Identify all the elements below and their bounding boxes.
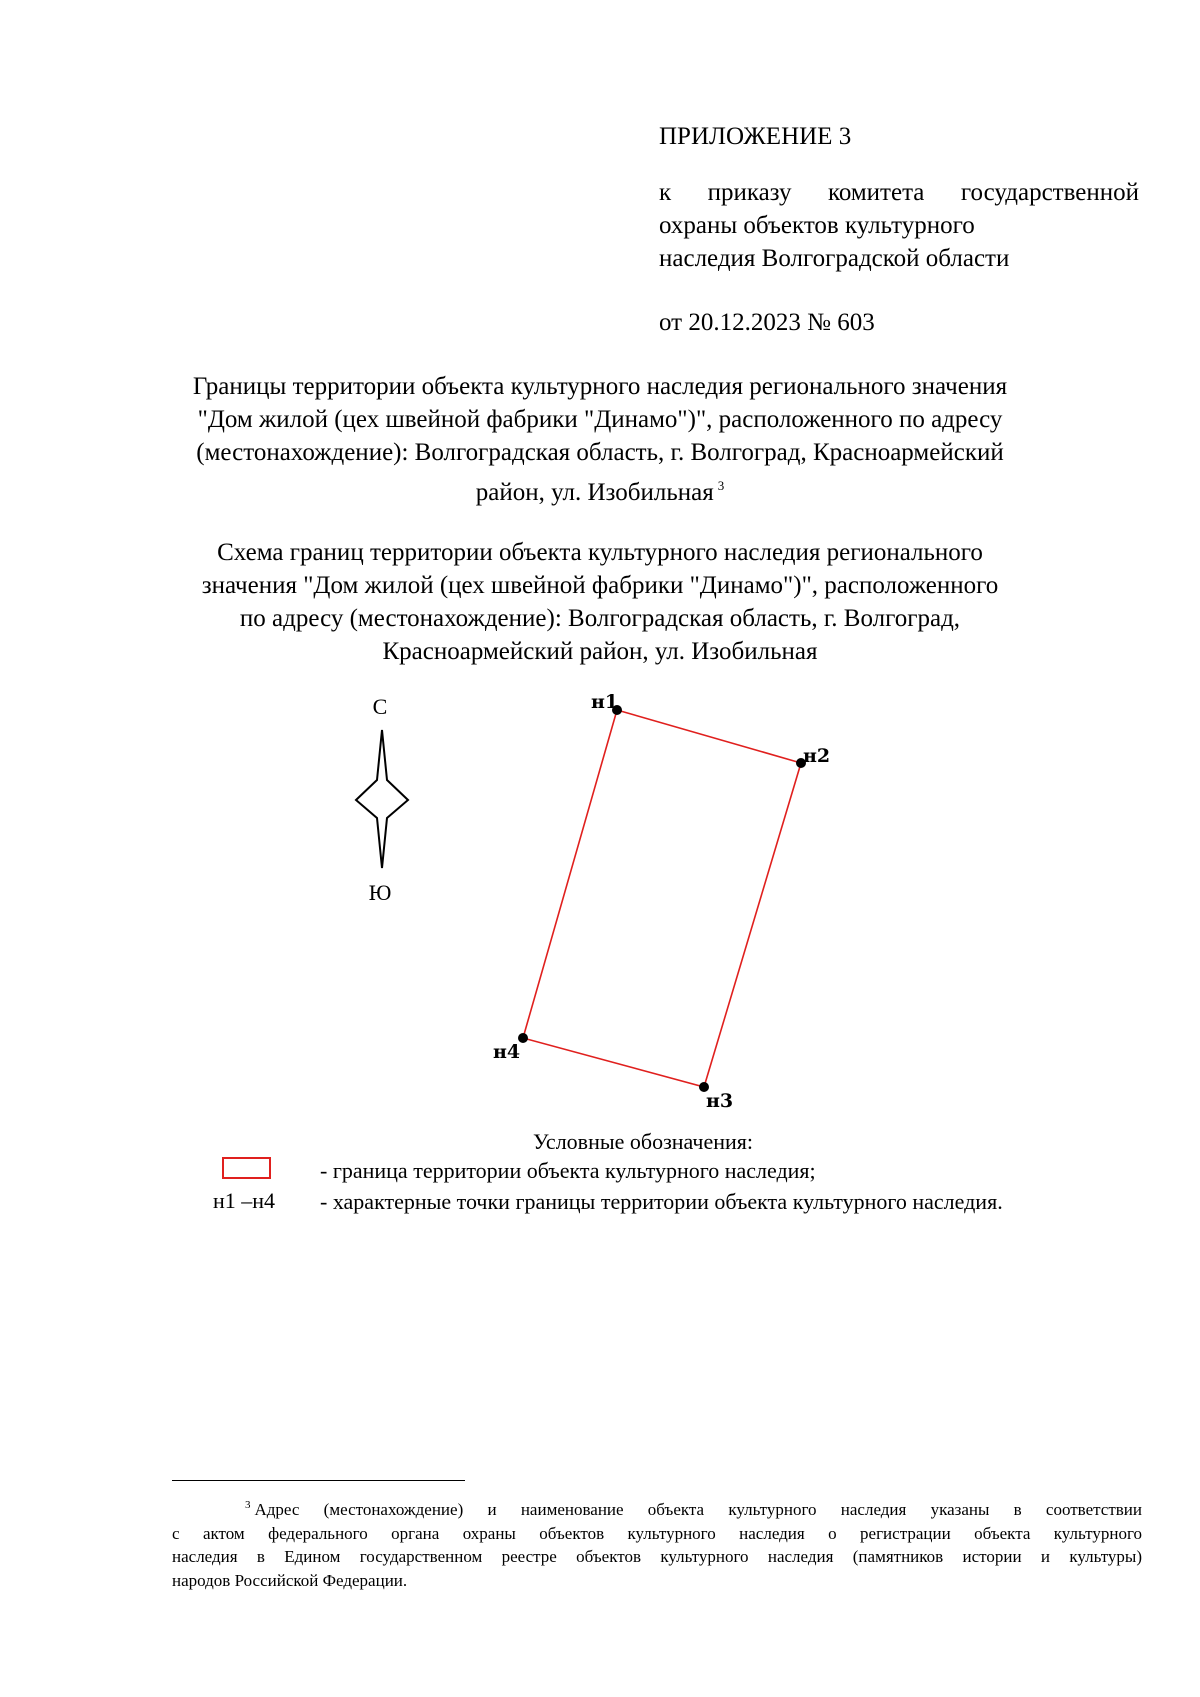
north-arrow-icon [356,730,408,868]
territory-boundary [523,710,801,1087]
order-line-1: к приказу комитета государственной [659,179,1139,206]
footnote-marker: 3 [245,1499,251,1511]
footnote [172,1494,1142,1592]
footnote-separator [172,1480,465,1481]
legend-boundary-swatch [222,1157,271,1179]
footnote-line-1: Адрес (местонахождение) и наименование объекта культурного наследия указаны в соответствии [254,1500,1142,1519]
legend-points-symbol: н1 –н4 [213,1188,276,1213]
scheme-line-4: Красноармейский район, ул. Изобильная [382,638,818,665]
point-n2-label: н2 [803,745,831,767]
point-n1-label: н1 [591,691,619,713]
order-date: от 20.12.2023 № 603 [659,309,875,336]
order-line-3: наследия Волгоградской области [659,245,1010,272]
title-line-1: Границы территории объекта культурного наследия регионального значения [192,373,1008,400]
legend-points-label: - характерные точки границы территории объекта культурного наследия. [320,1189,1003,1214]
compass-icon [356,694,408,905]
legend-title: Условные обозначения: [533,1129,754,1154]
order-line-2: охраны объектов культурного [659,212,975,239]
legend-boundary-label: - граница территории объекта культурного наследия; [320,1158,816,1183]
appendix-title: ПРИЛОЖЕНИЕ 3 [659,123,852,150]
title-line-2: "Дом жилой (цех швейной фабрики "Динамо")", расположенного по адресу [197,406,1003,433]
scheme-line-1: Схема границ территории объекта культурного наследия регионального [217,539,983,566]
title-line-4: район, ул. Изобильная [475,479,714,506]
scheme-line-3: по адресу (местонахождение): Волгоградская область, г. Волгоград, [239,605,961,632]
footnote-line-1-wrap [172,1494,1142,1522]
footnote-line-2: с актом федерального органа охраны объектов культурного наследия о регистрации объекта культурного [172,1523,1142,1543]
point-n3-label: н3 [706,1090,734,1112]
title-line-3: (местонахождение): Волгоградская область, г. Волгоград, Красноармейский [196,439,1004,466]
footnote-line-4: народов Российской Федерации. [172,1570,408,1590]
scheme-line-2: значения "Дом жилой (цех швейной фабрики "Динамо")", расположенного [201,572,999,599]
compass-south-label: Ю [368,880,392,905]
footnote-reference[interactable]: 3 [717,478,725,493]
footnote-line-3: наследия в Едином государственном реестре объектов культурного наследия (памятников истории и культуры) [172,1547,1142,1566]
compass-north-label: С [372,694,388,719]
point-n4-label: н4 [493,1041,521,1063]
